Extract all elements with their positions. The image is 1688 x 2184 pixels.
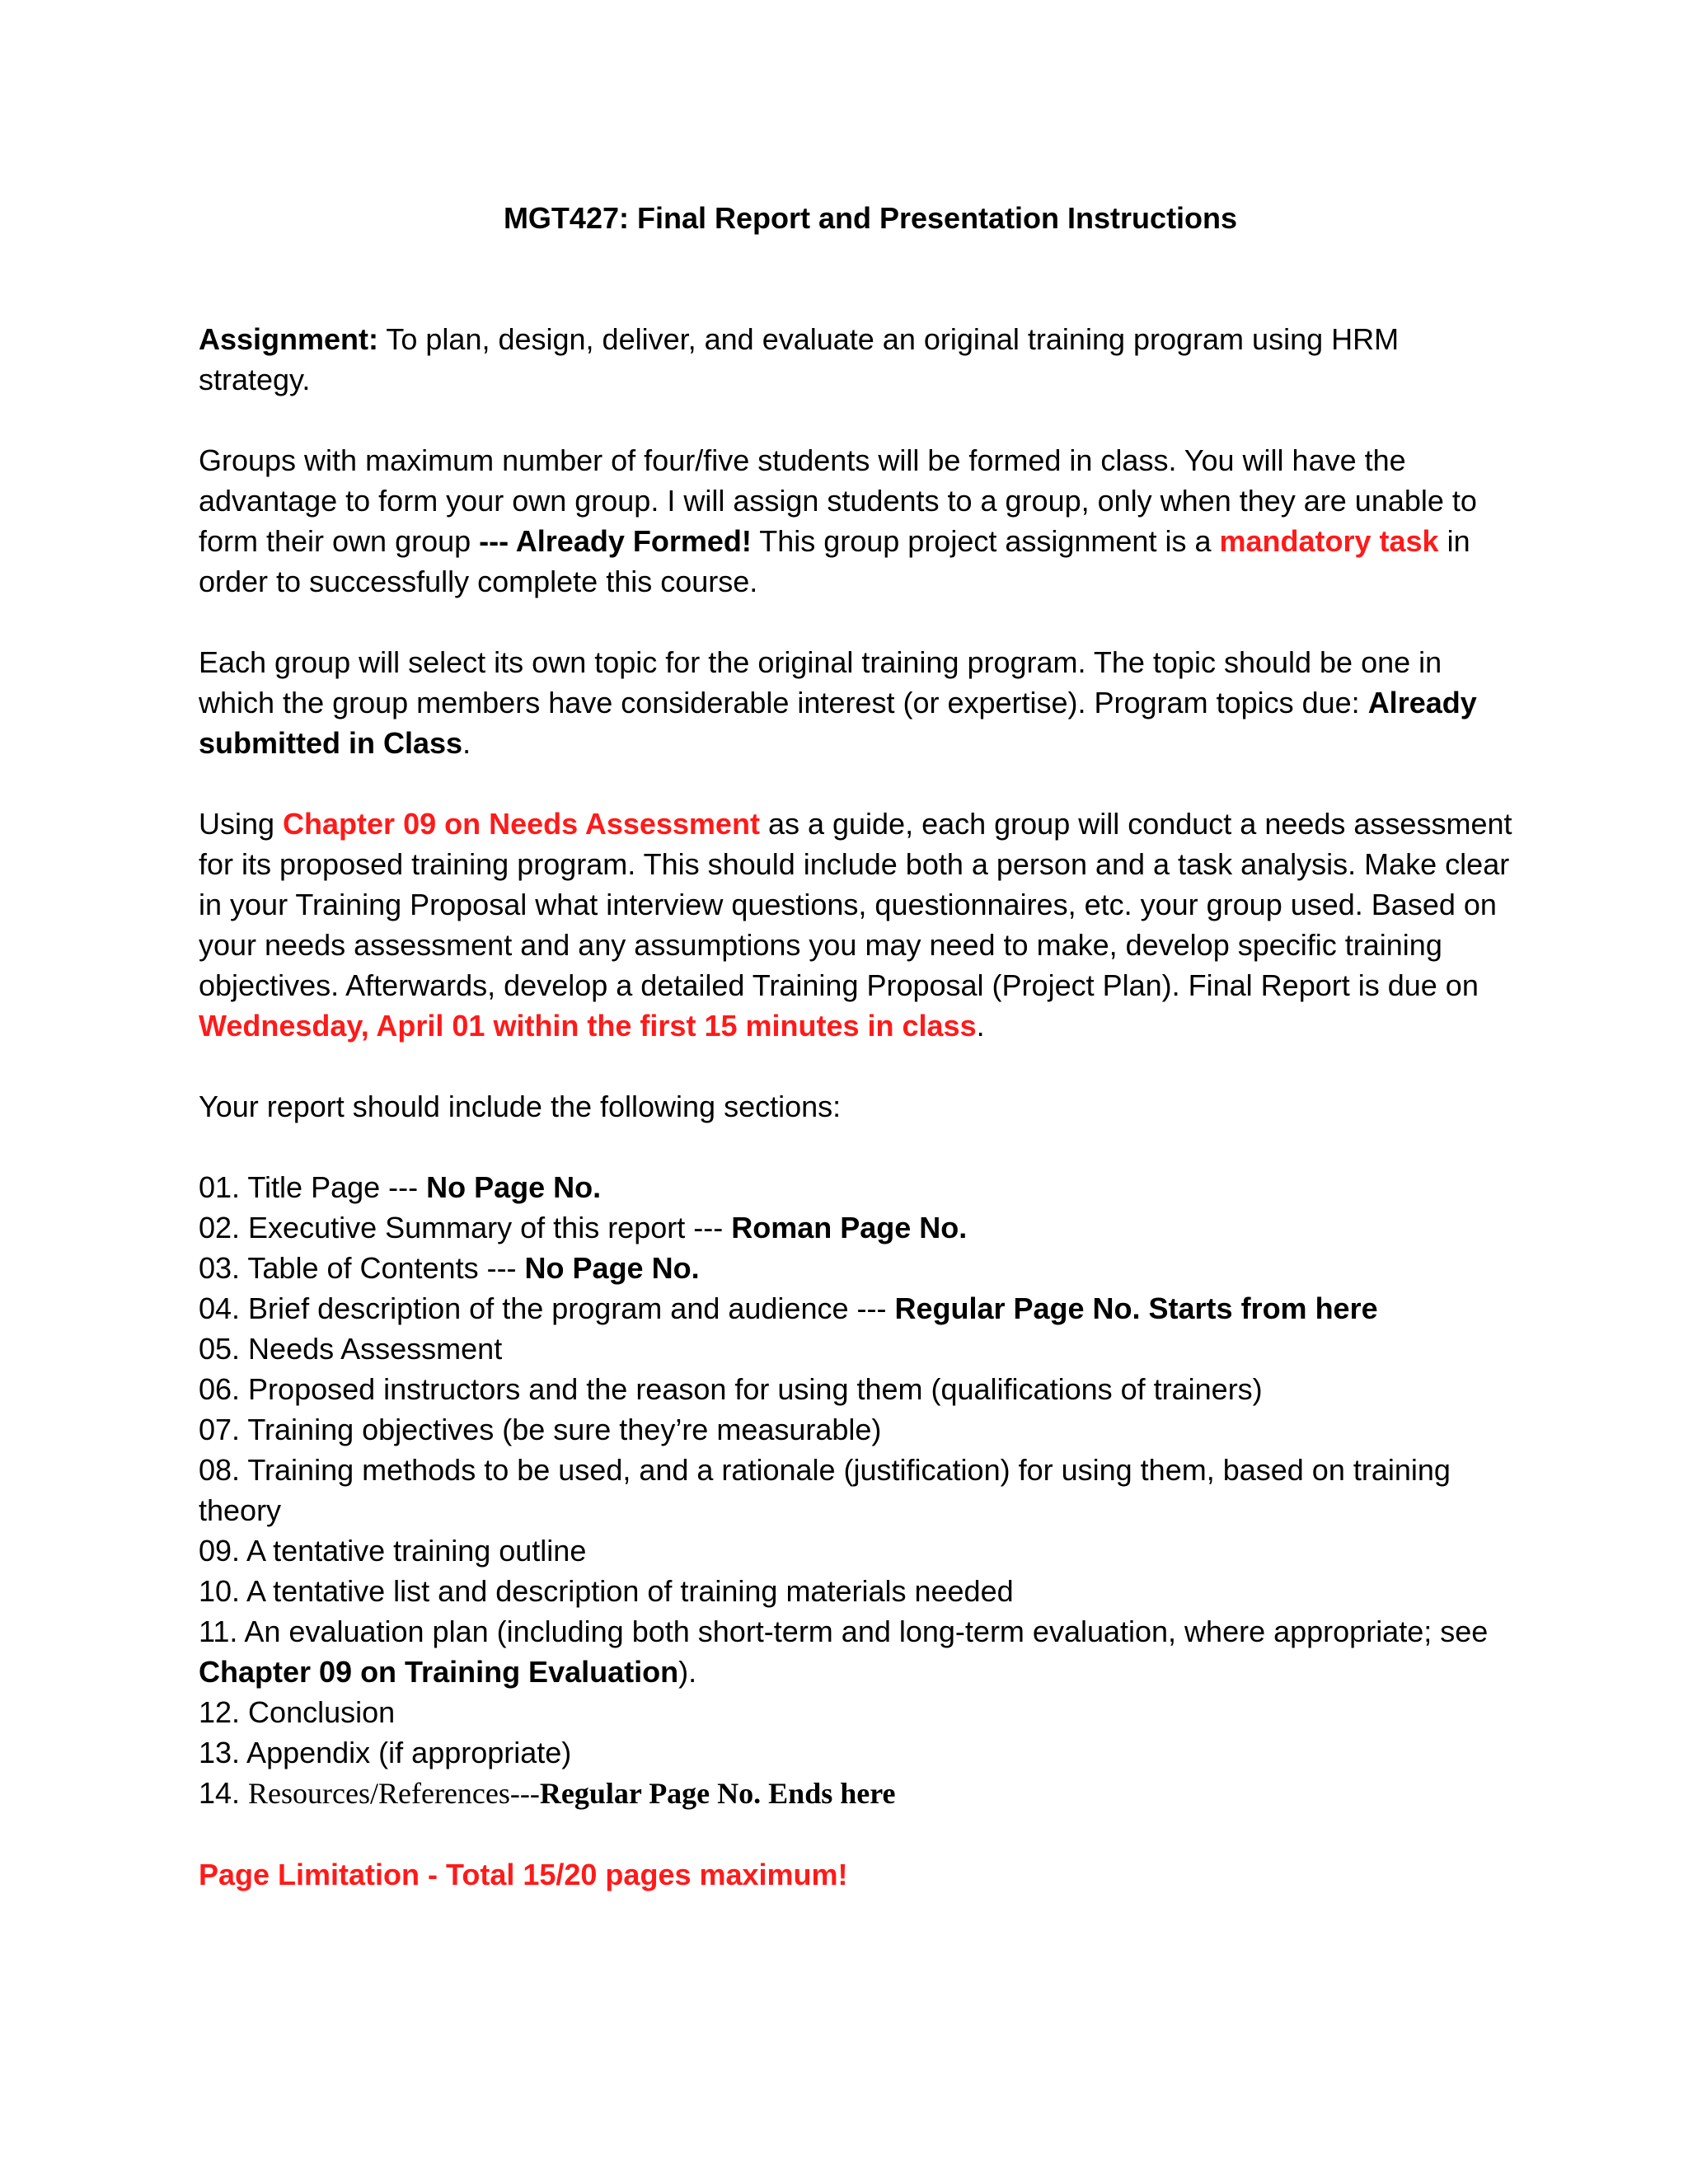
groups-text-2: This group project assignment is a [751,524,1220,558]
assignment-label: Assignment: [199,322,379,356]
sections-list [199,1167,1517,1814]
topic-text: Each group will select its own topic for the original training program. The topic should be one in which the group members have considerable interest (or expertise). Program topics due: [199,645,1442,719]
list-item-number: 14. [199,1776,249,1810]
mandatory-task-highlight: mandatory task [1219,524,1439,558]
topic-paragraph [199,642,1517,763]
list-item-text: 02. Executive Summary of this report --- [199,1211,732,1244]
chapter-needs-assessment-highlight: Chapter 09 on Needs Assessment [283,807,760,841]
list-item: 05. Needs Assessment [199,1332,503,1366]
list-item-text: 03. Table of Contents --- [199,1251,525,1285]
needs-text-2: as a guide, each group will conduct a needs assessment for its proposed training program. This should include both a person and a task analysis. Make clear in your Training Proposal what interview questions, questionnaires, etc. your group used. Based on your needs assessment and any assumptions you may need to make, develop specific training objectives. Afterwards, develop a detailed Training Proposal (Project Plan). Final Report is due on [199,807,1512,1002]
list-item-note: No Page No. [524,1251,700,1285]
list-item: 10. A tentative list and description of training materials needed [199,1574,1014,1608]
sections-intro: Your report should include the following sections: [199,1090,842,1123]
document-body [199,198,1517,1895]
list-item: 08. Training methods to be used, and a rationale (justification) for using them, based on training theory [199,1453,1451,1527]
needs-assessment-paragraph [199,804,1517,1046]
list-item [199,1611,1517,1692]
list-item: 12. Conclusion [199,1695,396,1729]
list-item: 09. A tentative training outline [199,1534,587,1568]
groups-text: Groups with maximum number of four/five students will be formed in class. You will have the advantage to form your own group. I will assign students to a group, only when they are unable to form their own group [199,443,1477,558]
page-limitation-note: Page Limitation - Total 15/20 pages maximum! [199,1858,848,1891]
topic-period: . [462,726,471,760]
list-item [199,1773,1517,1814]
due-date-highlight: Wednesday, April 01 within the first 15 minutes in class [199,1009,977,1043]
list-item [199,1167,1517,1207]
groups-paragraph [199,440,1517,602]
list-item-note: Chapter 09 on Training Evaluation [199,1655,679,1689]
list-item [199,1248,1517,1288]
groups-text-3: in order to successfully complete this course. [199,524,1470,598]
list-item: 07. Training objectives (be sure they’re measurable) [199,1413,882,1446]
list-item-note: Regular Page No. Ends here [539,1777,896,1810]
list-item-text: 04. Brief description of the program and audience --- [199,1291,895,1325]
list-item-text: Resources/References--- [248,1777,540,1810]
list-item-note: No Page No. [426,1170,602,1204]
list-item: 13. Appendix (if appropriate) [199,1736,572,1769]
list-item-text: 11. An evaluation plan (including both short-term and long-term evaluation, where appropriate; see [199,1615,1489,1648]
list-item [199,1207,1517,1248]
assignment-paragraph [199,319,1517,400]
list-item: 06. Proposed instructors and the reason for using them (qualifications of trainers) [199,1372,1263,1406]
assignment-text: To plan, design, deliver, and evaluate an original training program using HRM strategy. [199,322,1400,396]
list-item-note: Roman Page No. [731,1211,968,1244]
document-title: MGT427: Final Report and Presentation Instructions [503,201,1238,235]
list-item [199,1288,1517,1329]
already-formed-note: --- Already Formed! [479,524,752,558]
needs-text-1: Using [199,807,284,841]
topic-due-note: Already submitted in Class [199,686,1477,760]
list-item-text: 01. Title Page --- [199,1170,427,1204]
needs-period: . [976,1009,985,1043]
list-item-text-end: ). [678,1655,697,1689]
list-item-note: Regular Page No. Starts from here [894,1291,1378,1325]
